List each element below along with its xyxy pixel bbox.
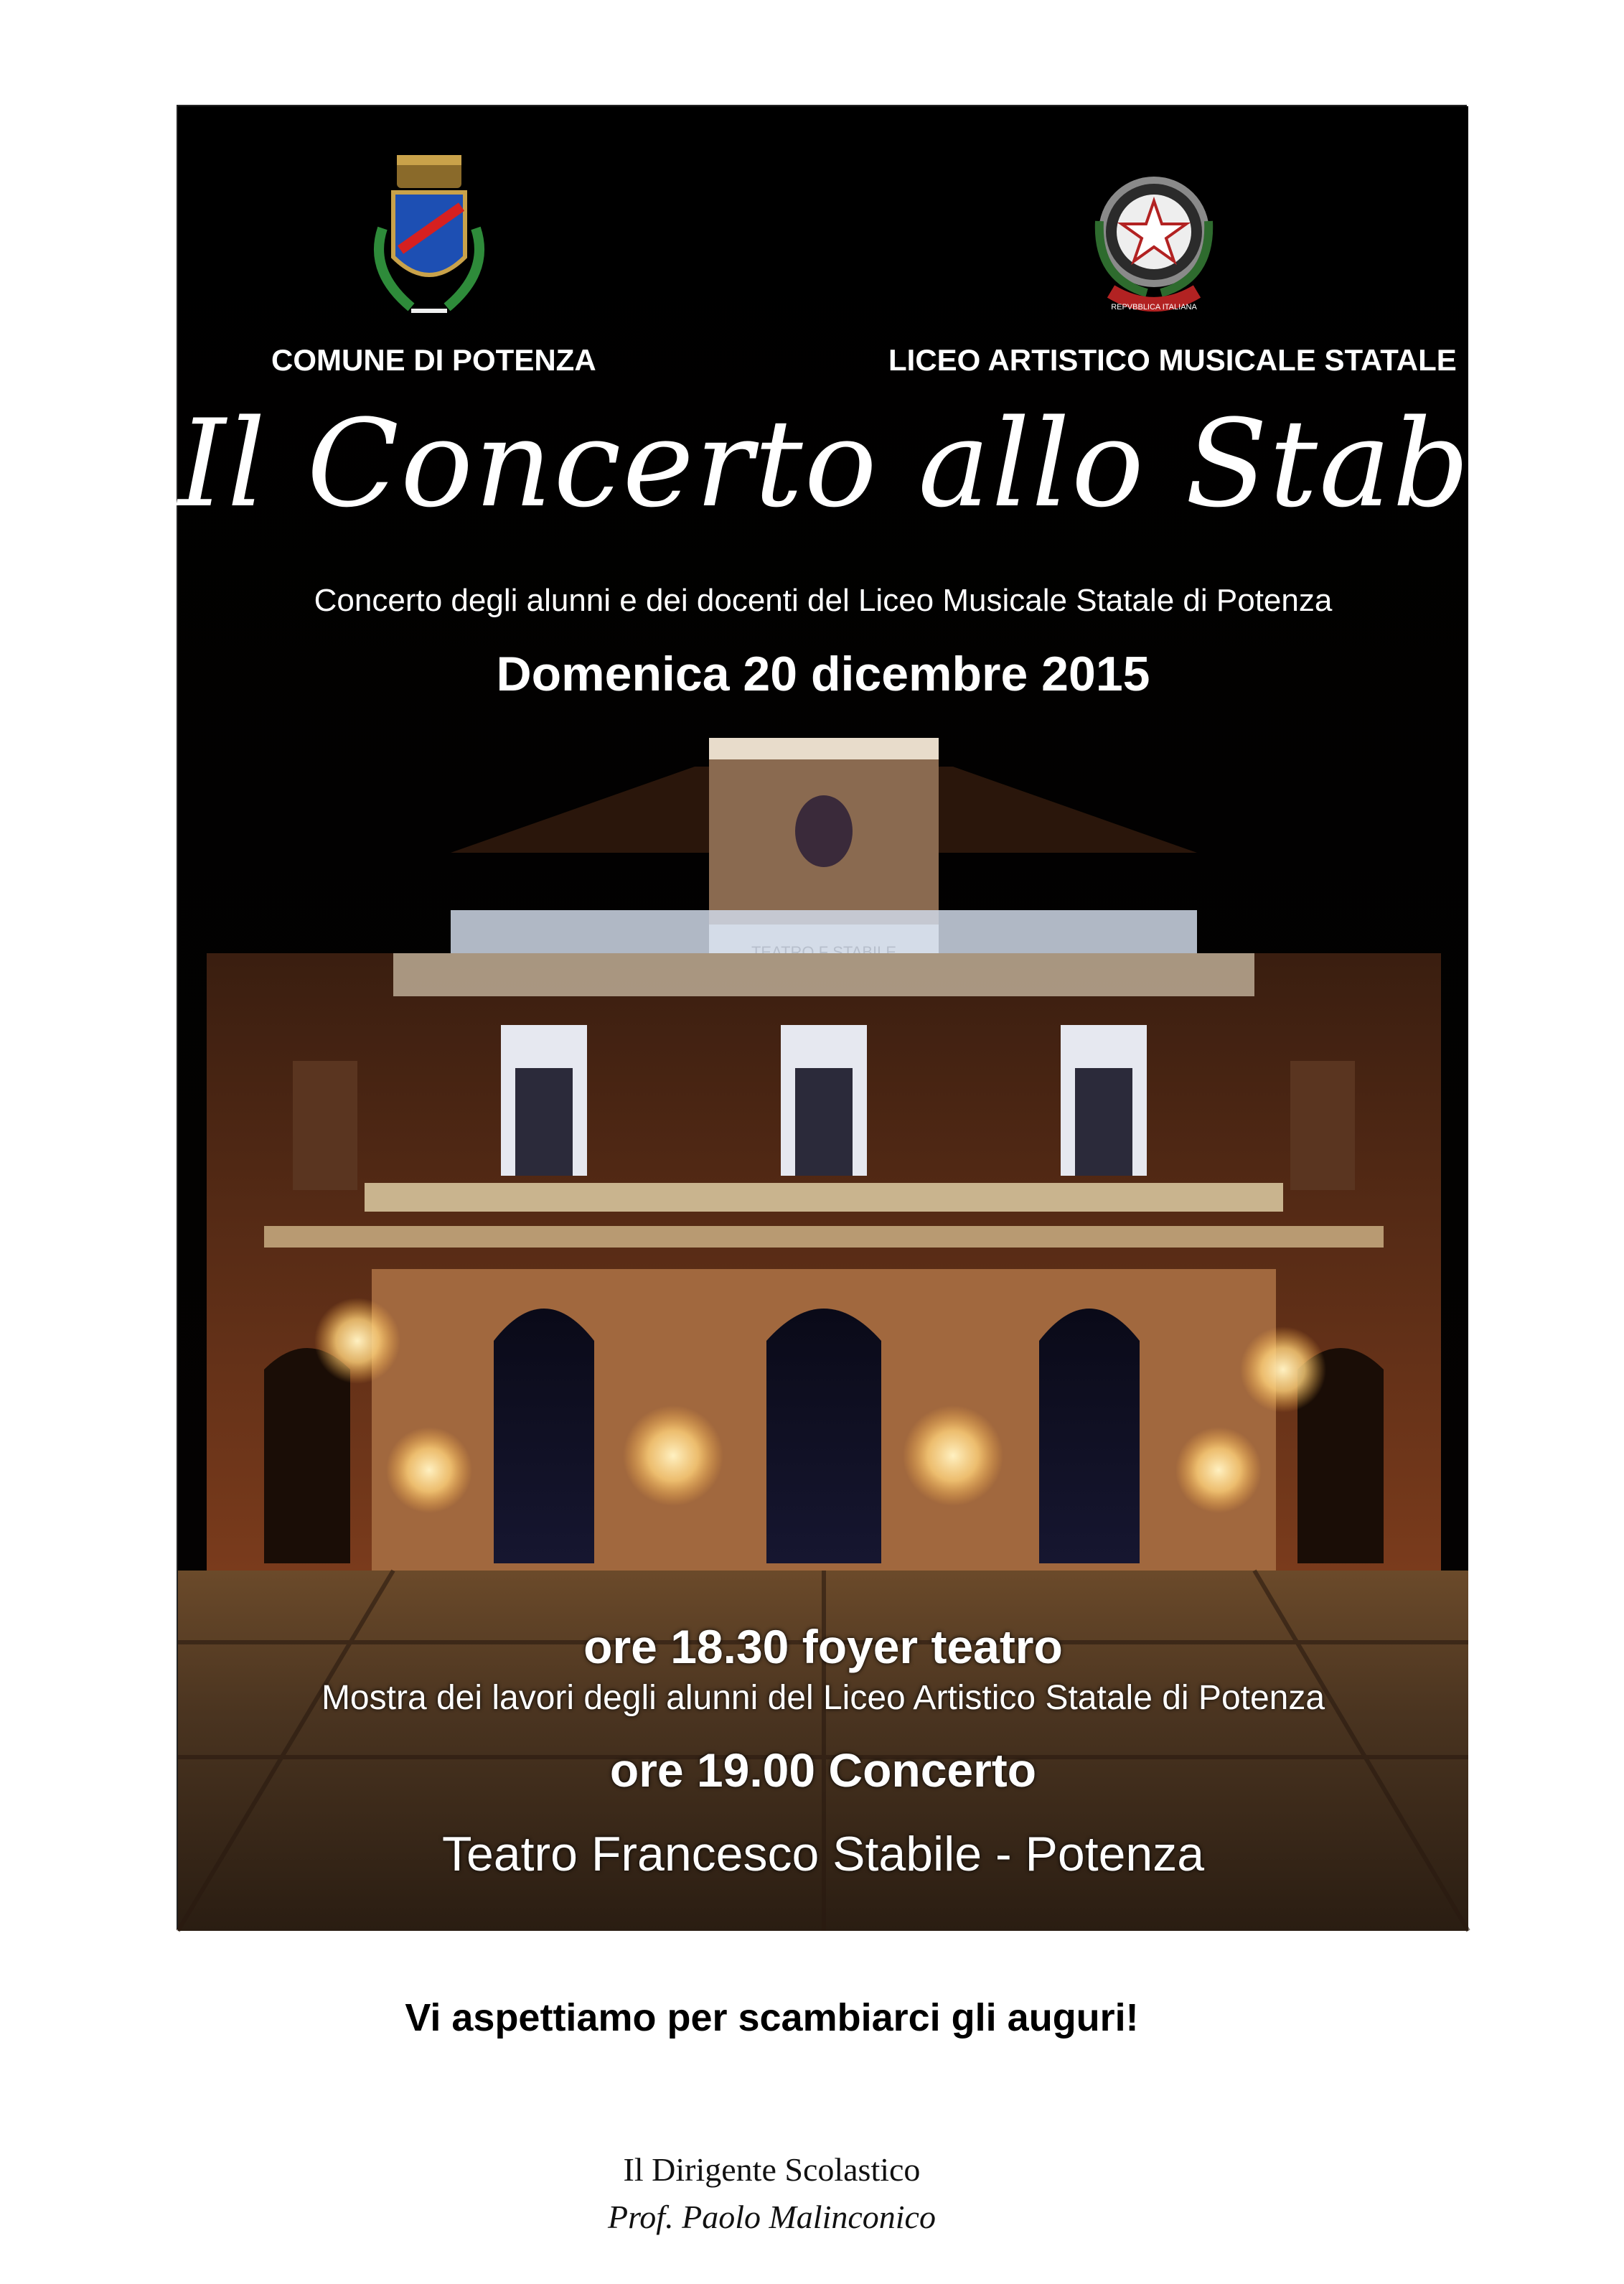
time-foyer: ore 18.30 foyer teatro bbox=[583, 1620, 1063, 1673]
event-date: Domenica 20 dicembre 2015 bbox=[496, 647, 1150, 701]
concert-poster bbox=[177, 105, 1624, 1929]
poster-subtitle: Concerto degli alunni e dei docenti del Liceo Musicale Statale di Potenza bbox=[314, 583, 1333, 618]
emblem-ribbon-text: REPVBBLICA ITALIANA bbox=[1111, 303, 1197, 312]
org-left-label: COMUNE DI POTENZA bbox=[271, 343, 596, 377]
greeting-note: Vi aspettiamo per scambiarci gli auguri! bbox=[405, 1996, 1139, 2039]
signature-name: Prof. Paolo Malinconico bbox=[608, 2199, 936, 2235]
poster-title: Il Concerto allo Stabile bbox=[178, 393, 1624, 534]
italian-republic-emblem-icon bbox=[1082, 164, 1226, 322]
org-right-label: LICEO ARTISTICO MUSICALE STATALE bbox=[888, 343, 1457, 377]
time-concert: ore 19.00 Concerto bbox=[609, 1744, 1037, 1797]
venue: Teatro Francesco Stabile - Potenza bbox=[441, 1827, 1205, 1881]
signature-role: Il Dirigente Scolastico bbox=[623, 2151, 921, 2188]
exhibit-description: Mostra dei lavori degli alunni del Liceo Artistico Statale di Potenza bbox=[321, 1679, 1325, 1717]
potenza-coat-of-arms-icon bbox=[361, 149, 497, 336]
